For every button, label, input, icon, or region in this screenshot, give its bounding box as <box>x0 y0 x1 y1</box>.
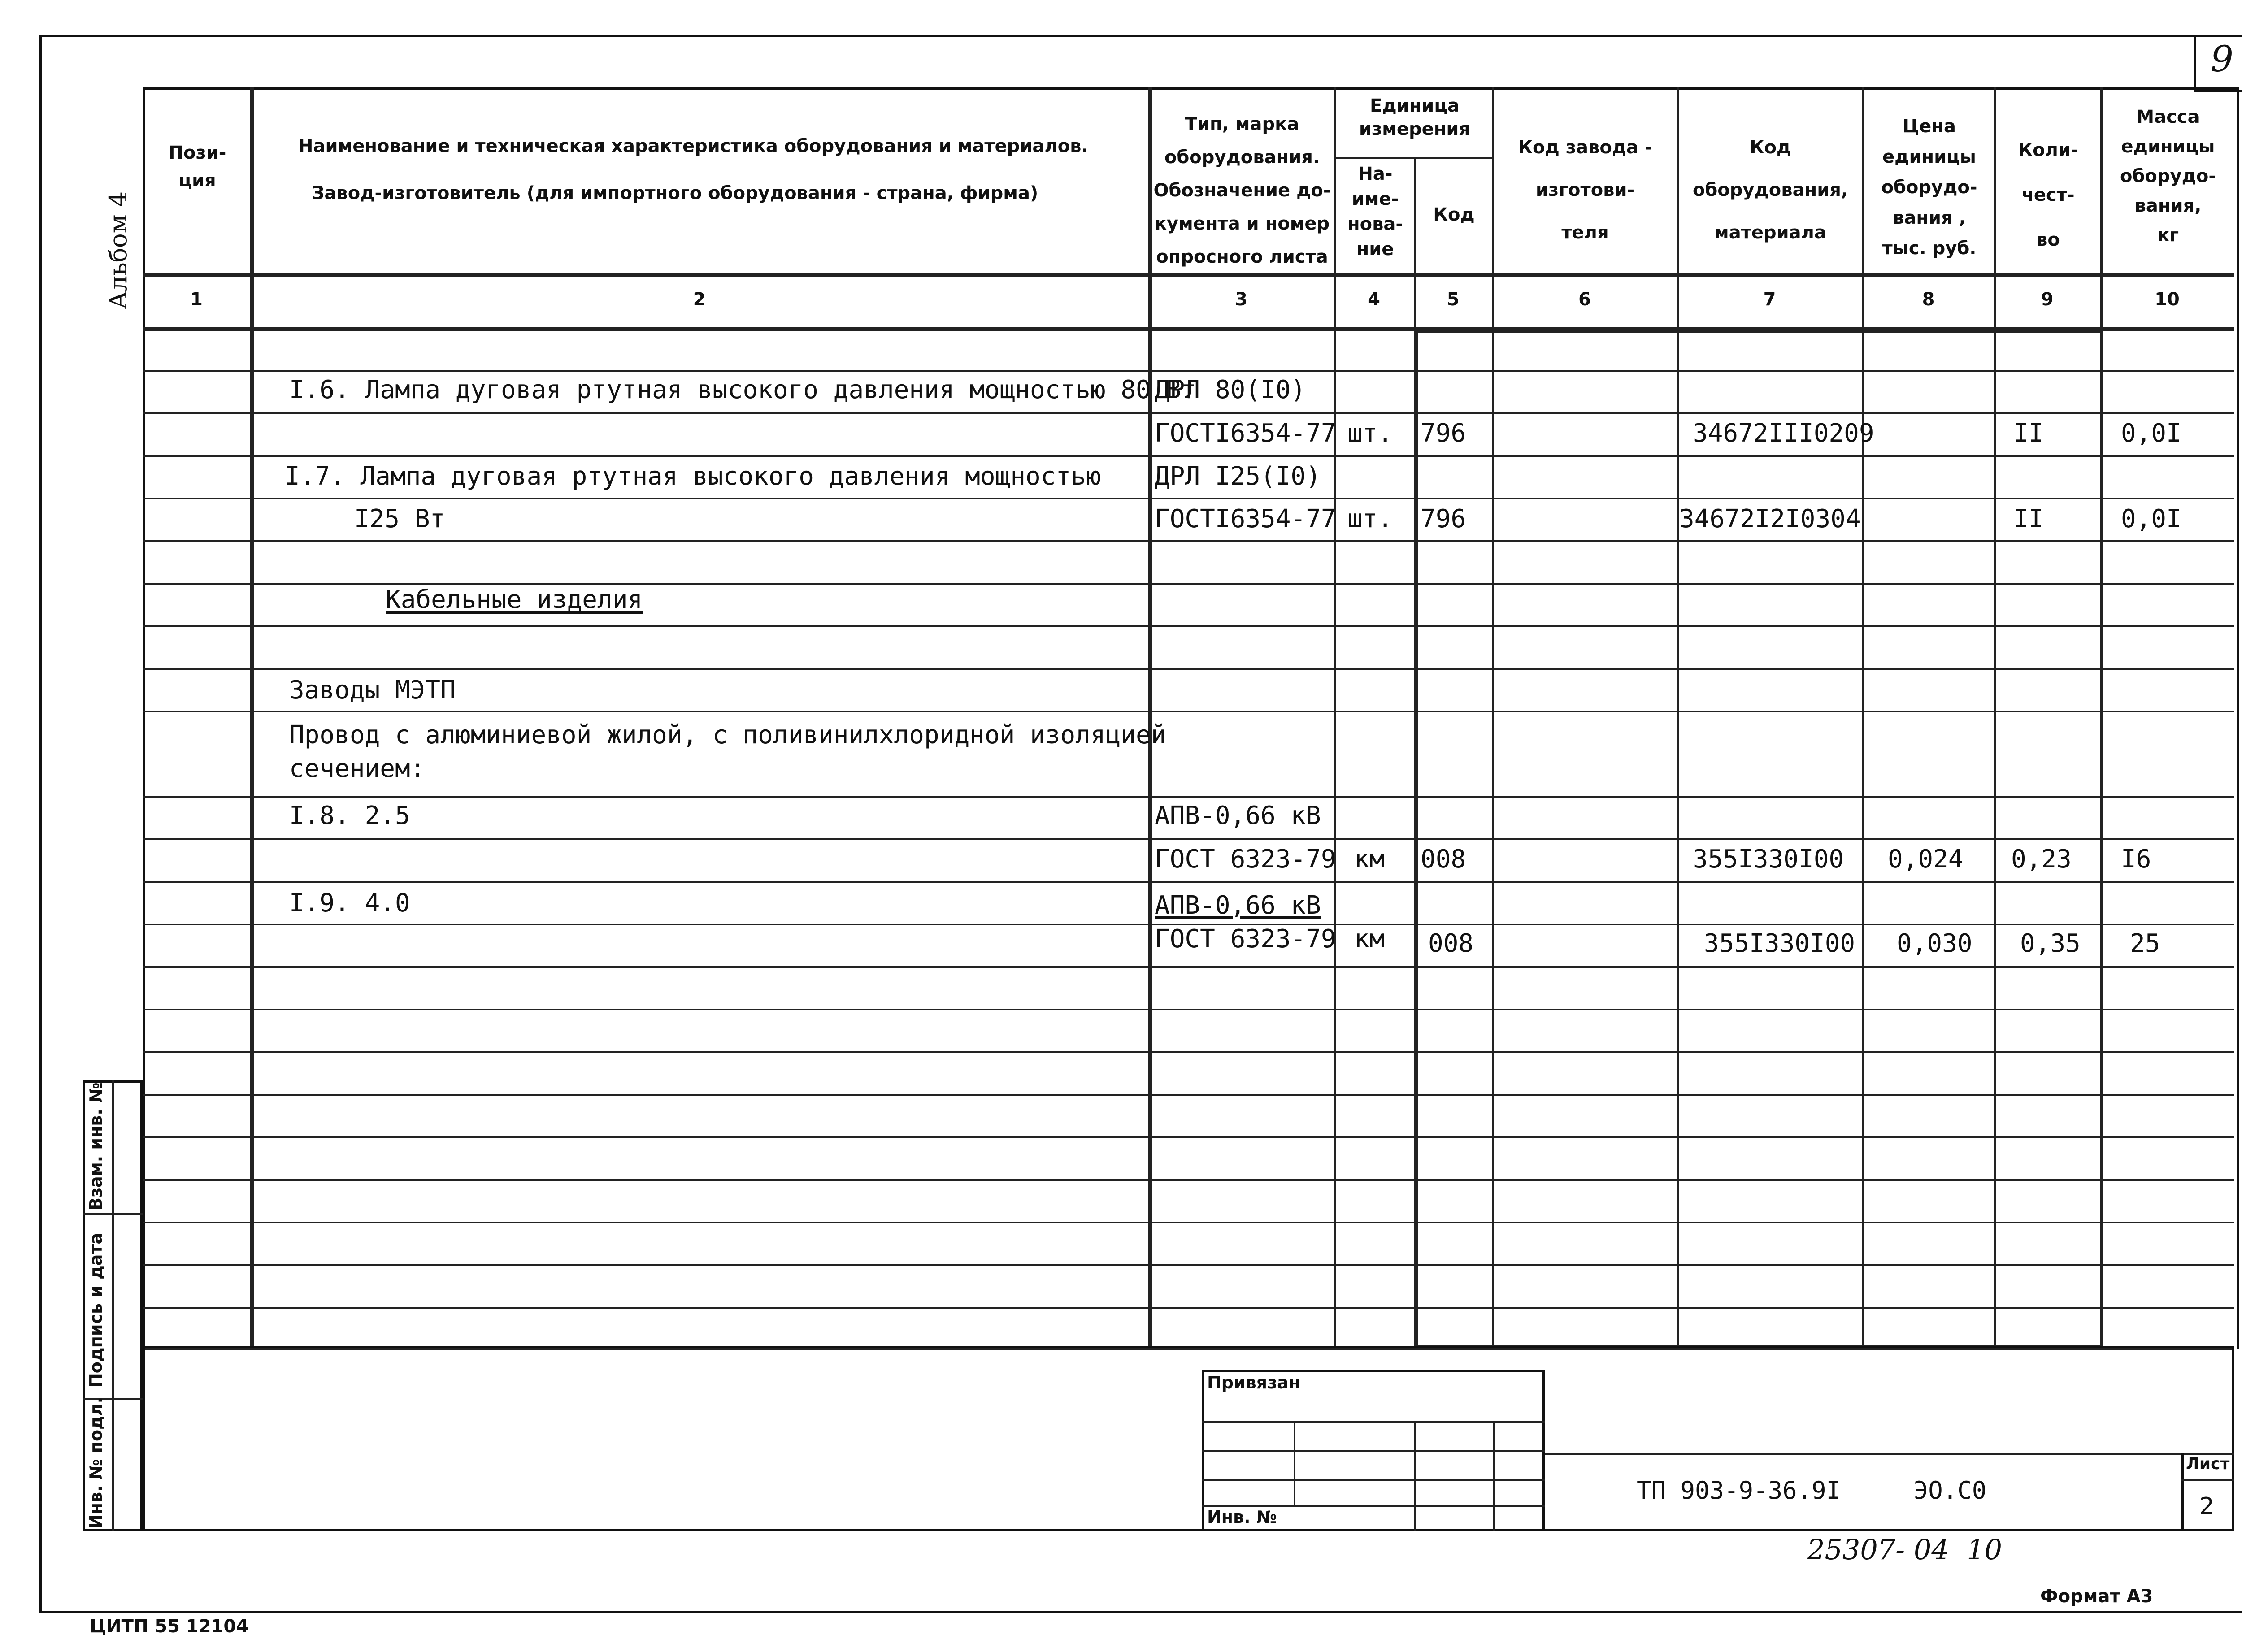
row-9b-price: 0,030 <box>1897 929 1973 958</box>
header-mass: Масса единицы оборудо- вания, кг <box>2120 107 2216 246</box>
col-number-10: 10 <box>2155 289 2180 310</box>
row-4-type: ГОСТI6354-77 <box>1155 504 1336 533</box>
header-position: Пози- ция <box>168 143 226 191</box>
row-9b-code: 008 <box>1428 929 1474 958</box>
col-number-5: 5 <box>1447 289 1460 310</box>
row-9-type: АПВ-0,66 кВ <box>1155 891 1321 920</box>
row-2-code: 796 <box>1421 419 1466 448</box>
row-8b-price: 0,024 <box>1888 845 1964 874</box>
row-4-unit: шт. <box>1347 504 1393 533</box>
bound-label: Привязан <box>1207 1373 1301 1392</box>
row-4-name: I25 Вт <box>354 504 445 533</box>
row-2-mass: 0,0I <box>2121 419 2181 448</box>
row-9b-mass: 25 <box>2130 929 2160 958</box>
col-number-9: 9 <box>2041 289 2054 310</box>
col-number-7: 7 <box>1763 289 1776 310</box>
row-3-type: ДРЛ I25(I0) <box>1155 462 1321 491</box>
format-label: Формат А3 <box>2040 1586 2153 1607</box>
row-8-type: АПВ-0,66 кВ <box>1155 801 1321 830</box>
header-type: Тип, марка оборудования. Обозначение до- кумента и номер опросного листа <box>1153 114 1331 267</box>
row-9b-equipment-code: 355I330I00 <box>1704 929 1855 958</box>
row-9b-unit: км <box>1354 924 1385 954</box>
row-8b-quantity: 0,23 <box>2011 845 2072 874</box>
row-8-name: I.8. 2.5 <box>289 801 410 830</box>
wire-description-2: сечением: <box>289 754 426 783</box>
header-price: Цена единицы оборудо- вания , тыс. руб. <box>1881 116 1977 259</box>
row-8b-type: ГОСТ 6323-79 <box>1155 845 1336 874</box>
row-4-quantity: II <box>2013 504 2044 533</box>
handwritten-number: 25307- 04 10 <box>1807 1533 2003 1566</box>
sheet-label: Лист <box>2186 1455 2230 1473</box>
plants-label: Заводы МЭТП <box>289 676 456 705</box>
row-8b-unit: км <box>1354 845 1385 874</box>
row-8b-code: 008 <box>1421 845 1466 874</box>
header-name-line1: Наименование и техническая характеристика оборудования и материалов. <box>298 136 1088 156</box>
inv-no-label: Инв. № <box>1207 1507 1277 1527</box>
row-4-equipment-code: 34672I2I0304 <box>1679 504 1861 533</box>
stamp-sign-date: Подпись и дата <box>86 1232 106 1388</box>
row-1-type: ДРЛ 80(I0) <box>1155 375 1306 404</box>
header-name-line2: Завод-изготовитель (для импортного оборудования - страна, фирма) <box>312 183 1038 204</box>
header-unit-code: Код <box>1433 204 1475 225</box>
row-9-name: I.9. 4.0 <box>289 889 410 918</box>
corner-number: 9 <box>2211 38 2233 80</box>
row-1-name: I.6. Лампа дуговая ртутная высокого давления мощностью 80 Вт <box>289 375 1196 404</box>
row-2-type: ГОСТI6354-77 <box>1155 419 1336 448</box>
col-number-2: 2 <box>693 289 706 310</box>
col-number-1: 1 <box>190 289 203 310</box>
row-8b-mass: I6 <box>2121 845 2151 874</box>
document-code: ТП 903-9-36.9I ЭО.С0 <box>1637 1476 1987 1505</box>
wire-description-1: Провод с алюминиевой жилой, с поливинилхлоридной изоляцией <box>289 720 1166 750</box>
header-equipment-code: Код оборудования, материала <box>1692 137 1848 243</box>
row-8b-equipment-code: 355I330I00 <box>1693 845 1844 874</box>
row-4-code: 796 <box>1421 504 1466 533</box>
album-label: Альбом 4 <box>104 191 132 309</box>
row-2-equipment-code: 34672III0209 <box>1693 419 1874 448</box>
col-number-3: 3 <box>1235 289 1247 310</box>
row-9b-quantity: 0,35 <box>2020 929 2081 958</box>
stamp-inv-no-podl: Инв. № подл. <box>86 1396 106 1529</box>
header-unit-group: Единица измерения <box>1359 95 1471 139</box>
col-number-4: 4 <box>1368 289 1380 310</box>
row-4-mass: 0,0I <box>2121 504 2181 533</box>
row-3-name: I.7. Лампа дуговая ртутная высокого давления мощностью <box>285 462 1101 491</box>
org-stamp: ЦИТП 55 12104 <box>90 1616 249 1637</box>
row-9b-type: ГОСТ 6323-79 <box>1155 924 1336 954</box>
row-2-quantity: II <box>2013 419 2044 448</box>
stamp-inv-no-vzam: Взам. инв. № <box>86 1082 106 1210</box>
sheet-number: 2 <box>2199 1493 2215 1520</box>
header-quantity: Коли- чест- во <box>2018 140 2078 250</box>
header-unit-name: На- име- нова- ние <box>1347 164 1403 260</box>
header-plant-code: Код завода - изготови- теля <box>1518 137 1652 243</box>
section-title: Кабельные изделия <box>386 585 643 614</box>
row-2-unit: шт. <box>1347 419 1393 448</box>
col-number-6: 6 <box>1578 289 1591 310</box>
col-number-8: 8 <box>1922 289 1935 310</box>
